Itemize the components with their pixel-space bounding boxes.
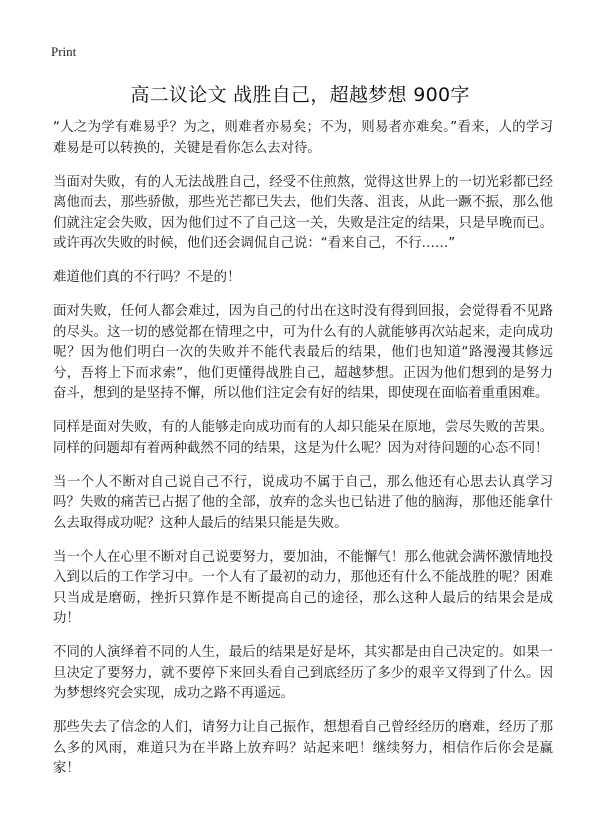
- paragraph-9: 那些失去了信念的人们，请努力让自己振作，想想看自己曾经经历的磨难，经历了那么多的风雨，难道只为在半路上放弃吗？站起来吧！继续努力，相信作后你会是赢家！: [53, 720, 553, 776]
- document-title: 高二议论文 战胜自己，超越梦想 900字: [130, 84, 470, 106]
- print-link[interactable]: Print: [51, 44, 77, 59]
- paragraph-3: 难道他们真的不行吗？不是的！: [53, 270, 241, 285]
- paragraph-8: 不同的人演绎着不同的人生，最后的结果是好是坏，其实都是由自己决定的。如果一旦决定了要努力，就不要停下来回头看自己到底经历了多少的艰辛又得到了什么。因为梦想终究会实现，成功之路不再遥远。: [53, 645, 553, 701]
- paragraph-4: 面对失败，任何人都会难过，因为自己的付出在这时没有得到回报，会觉得看不见路的尽头。这一切的感觉都在情理之中，可为什么有的人就能够再次站起来，走向成功呢？因为他们明白一次的失败并不能代表最后的结果，他们也知道“路漫漫其修远兮，吾将上下而求索”，他们更懂得战胜自己，超越梦想。正因为他们想到的是努力奋斗，想到的是坚持不懈，所以他们注定会有好的结果，即使现在面临着重重困难。: [53, 304, 553, 401]
- paragraph-2: 当面对失败，有的人无法战胜自己，经受不住煎熬，觉得这世界上的一切光彩都已经离他而去，那些骄傲，那些光芒都已失去，他们失落、沮丧，从此一蹶不振，那么他们就注定会失败，因为他们过不了自己这一关，失败是注定的结果，只是早晚而已。或许再次失败的时候，他们还会调侃自己说：“看来自己，不行……”: [53, 174, 553, 251]
- paragraph-1: “人之为学有难易乎？为之，则难者亦易矣；不为，则易者亦难矣。”看来，人的学习难易是可以转换的，关键是看你怎么去对待。: [53, 120, 553, 156]
- paragraph-5: 同样是面对失败，有的人能够走向成功而有的人却只能呆在原地，尝尽失败的苦果。同样的问题却有着两种截然不同的结果，这是为什么呢？因为对待问题的心态不同！: [53, 420, 553, 456]
- document-body: [53, 118, 553, 793]
- paragraph-7: 当一个人在心里不断对自己说要努力，要加油，不能懈气！那么他就会满怀激情地投入到以后的工作学习中。一个人有了最初的动力，那他还有什么不能战胜的呢？困难只当成是磨砺，挫折只算作是不断提高自己的途径，那么这种人最后的结果会是成功！: [53, 549, 553, 626]
- paragraph-6: 当一个人不断对自己说自己不行，说成功不属于自己，那么他还有心思去认真学习吗？失败的痛苦已占据了他的全部，放弃的念头也已钻进了他的脑海，那他还能拿什么去取得成功呢？这种人最后的结果只能是失败。: [53, 474, 553, 531]
